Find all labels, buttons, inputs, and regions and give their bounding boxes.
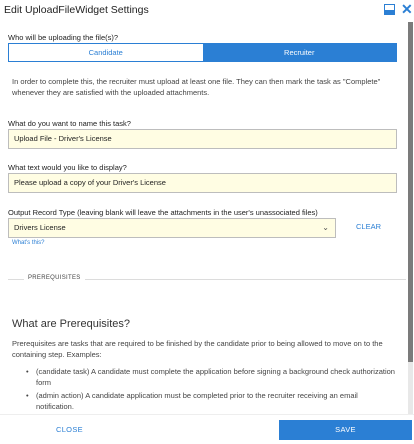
clear-button[interactable]: CLEAR: [356, 222, 382, 231]
prerequisites-examples: [26, 366, 396, 414]
window-minimize-icon[interactable]: [384, 4, 395, 15]
scrollbar-thumb[interactable]: [408, 22, 413, 362]
close-button[interactable]: CLOSE: [56, 425, 83, 434]
candidate-option[interactable]: Candidate: [9, 44, 203, 61]
prerequisites-description: Prerequisites are tasks that are required to be finished by the candidate prior to being allowed to move on to the containing step. Examples:: [12, 339, 383, 359]
display-text-input[interactable]: Please upload a copy of your Driver's License: [8, 173, 397, 193]
close-icon[interactable]: ✕: [401, 1, 413, 17]
recruiter-option[interactable]: Recruiter: [203, 44, 397, 61]
save-button[interactable]: SAVE: [279, 420, 412, 440]
task-name-input[interactable]: Upload File - Driver's License: [8, 129, 397, 149]
dialog-header: [0, 0, 414, 22]
output-record-value: Drivers License: [14, 223, 66, 232]
output-record-label: Output Record Type (leaving blank will leave the attachments in the user's unassociated files): [8, 208, 318, 217]
chevron-down-icon: ⌄: [322, 223, 329, 232]
whats-this-link[interactable]: What's this?: [12, 240, 45, 246]
task-name-label: What do you want to name this task?: [8, 119, 131, 128]
uploader-toggle: [8, 43, 397, 62]
list-item: • (candidate task) A candidate must complete the application before signing a background check authorization form: [26, 366, 396, 388]
dialog-body: [0, 22, 406, 414]
dialog-footer: [0, 414, 414, 444]
prerequisites-heading: What are Prerequisites?: [12, 318, 130, 330]
uploader-label: Who will be uploading the file(s)?: [8, 33, 119, 42]
dialog-title: Edit UploadFileWidget Settings: [4, 4, 149, 16]
prerequisites-section-tag: PREREQUISITES: [24, 275, 85, 281]
output-record-select[interactable]: [8, 218, 336, 238]
info-text: In order to complete this, the recruiter must upload at least one file. They can then mark the task as "Complete" whenever they are satisfied with the uploaded attachments.: [12, 77, 381, 97]
display-text-label: What text would you like to display?: [8, 163, 127, 172]
list-item: • (admin action) A candidate application must be completed prior to the recruiter receiving an email notification.: [26, 390, 396, 412]
scrollbar[interactable]: [408, 22, 413, 414]
